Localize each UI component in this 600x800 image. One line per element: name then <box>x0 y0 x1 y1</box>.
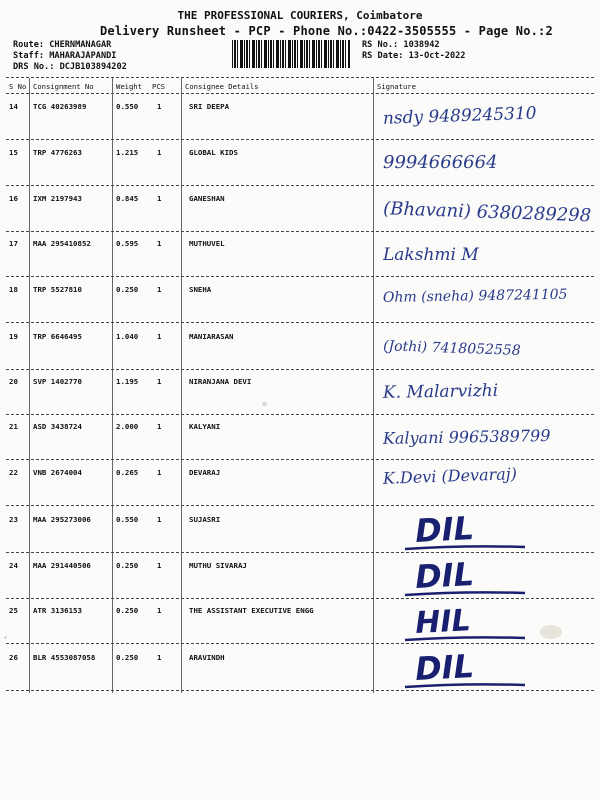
row-consignee: GLOBAL KIDS <box>189 148 238 157</box>
row-pcs: 1 <box>157 606 162 615</box>
row-signature <box>375 238 595 278</box>
row-weight: 0.250 <box>116 606 139 615</box>
row-separator <box>6 414 594 415</box>
signature-text: nsdy 9489245310 <box>382 103 537 129</box>
route-label: Route: CHERNMANAGAR <box>13 40 112 50</box>
row-consignment: SVP 1402770 <box>33 377 82 386</box>
row-sno: 15 <box>9 148 18 157</box>
signature-text: K. Malarvizhi <box>382 380 499 403</box>
row-consignee: MANIARASAN <box>189 332 234 341</box>
row-pcs: 1 <box>157 239 162 248</box>
row-pcs: 1 <box>157 422 162 431</box>
row-signature <box>375 330 595 370</box>
runsheet-subtitle: Delivery Runsheet - PCP - Phone No.:0422-3505555 - Page No.:2 <box>100 24 553 38</box>
signature-handwriting <box>375 330 595 370</box>
row-consignee: NIRANJANA DEVI <box>189 377 252 386</box>
row-consignee: THE ASSISTANT EXECUTIVE ENGG <box>189 606 314 615</box>
signature-underline <box>405 546 525 549</box>
row-consignee: ARAVINDH <box>189 653 225 662</box>
row-consignee: GANESHAN <box>189 194 225 203</box>
row-pcs: 1 <box>157 468 162 477</box>
column-header-weight: Weight <box>116 82 142 91</box>
row-consignee: SRI DEEPA <box>189 102 230 111</box>
row-pcs: 1 <box>157 653 162 662</box>
row-weight: 0.250 <box>116 653 139 662</box>
row-weight: 0.595 <box>116 239 139 248</box>
row-signature <box>375 194 595 234</box>
signature-text: DIL <box>414 554 475 597</box>
signature-handwriting <box>375 507 595 551</box>
row-weight: 1.195 <box>116 377 139 386</box>
signature-handwriting <box>375 375 595 415</box>
signature-handwriting <box>375 146 595 186</box>
row-consignee: DEVARAJ <box>189 468 221 477</box>
row-weight: 0.845 <box>116 194 139 203</box>
rs-date: RS Date: 13-Oct-2022 <box>362 51 466 61</box>
rs-number: RS No.: 1038942 <box>362 40 440 50</box>
column-divider <box>29 78 30 693</box>
row-consignment: TRP 5527810 <box>33 285 82 294</box>
signature-handwriting <box>375 238 595 278</box>
row-consignee: KALYANI <box>189 422 221 431</box>
signature-text: K.Devi (Devaraj) <box>382 464 518 488</box>
row-consignee: SUJASRI <box>189 515 221 524</box>
signature-text: DIL <box>414 508 475 551</box>
row-signature <box>375 507 595 551</box>
row-weight: 2.000 <box>116 422 139 431</box>
row-signature <box>375 645 595 689</box>
company-title: THE PROFESSIONAL COURIERS, Coimbatore <box>177 9 423 22</box>
row-consignment: IXM 2197943 <box>33 194 82 203</box>
signature-text: (Jothi) 7418052558 <box>382 338 521 359</box>
row-signature <box>375 279 595 319</box>
row-sno: 25 <box>9 606 18 615</box>
row-consignment: ATR 3136153 <box>33 606 82 615</box>
row-signature <box>375 598 595 642</box>
column-header-pcs: PCS <box>152 82 165 91</box>
row-pcs: 1 <box>157 377 162 386</box>
row-separator <box>6 369 594 370</box>
row-separator <box>6 322 594 323</box>
signature-text: (Bhavani) 6380289298 <box>382 198 592 227</box>
header-top-rule <box>6 77 594 78</box>
row-weight: 0.250 <box>116 285 139 294</box>
row-weight: 1.215 <box>116 148 139 157</box>
row-sno: 16 <box>9 194 18 203</box>
row-signature <box>375 460 595 500</box>
row-weight: 0.550 <box>116 102 139 111</box>
row-sno: 17 <box>9 239 18 248</box>
staff-label: Staff: MAHARAJAPANDI <box>13 51 117 61</box>
row-signature <box>375 375 595 415</box>
row-sno: 24 <box>9 561 18 570</box>
row-separator <box>6 139 594 140</box>
row-pcs: 1 <box>157 148 162 157</box>
barcode <box>232 40 350 68</box>
column-divider <box>373 78 374 693</box>
row-consignment: TCG 40263989 <box>33 102 87 111</box>
signature-text: Ohm (sneha) 9487241105 <box>382 286 568 306</box>
signature-handwriting <box>375 553 595 597</box>
row-sno: 19 <box>9 332 18 341</box>
row-consignment: ASD 3438724 <box>33 422 82 431</box>
column-header-consignment: Consignment No <box>33 82 94 91</box>
row-consignment: BLR 4553087058 <box>33 653 96 662</box>
row-signature <box>375 100 595 140</box>
signature-underline <box>405 684 525 687</box>
header-bottom-rule <box>6 93 594 94</box>
row-weight: 0.265 <box>116 468 139 477</box>
row-separator <box>6 505 594 506</box>
scan-speck <box>4 636 7 639</box>
paper-stain <box>540 625 562 639</box>
row-weight: 0.550 <box>116 515 139 524</box>
scan-speck <box>262 402 267 406</box>
row-separator <box>6 185 594 186</box>
row-signature <box>375 421 595 461</box>
row-separator <box>6 690 594 691</box>
row-consignment: MAA 291440506 <box>33 561 91 570</box>
row-consignment: TRP 6646495 <box>33 332 82 341</box>
row-weight: 0.250 <box>116 561 139 570</box>
row-consignment: VNB 2674004 <box>33 468 82 477</box>
signature-handwriting <box>375 645 595 689</box>
row-pcs: 1 <box>157 561 162 570</box>
column-header-signature: Signature <box>377 82 416 91</box>
row-pcs: 1 <box>157 285 162 294</box>
signature-text: Lakshmi M <box>383 245 479 265</box>
signature-handwriting <box>375 421 595 461</box>
signature-handwriting <box>375 460 595 500</box>
column-header-sno: S No <box>9 82 27 91</box>
drs-number: DRS No.: DCJB103894202 <box>13 62 127 72</box>
signature-handwriting <box>375 279 595 319</box>
signature-handwriting <box>375 100 595 140</box>
column-divider <box>112 78 113 693</box>
signature-underline <box>405 637 525 640</box>
row-consignment: MAA 295273006 <box>33 515 91 524</box>
row-sno: 26 <box>9 653 18 662</box>
row-pcs: 1 <box>157 332 162 341</box>
signature-text: DIL <box>414 646 475 689</box>
row-pcs: 1 <box>157 194 162 203</box>
row-signature <box>375 553 595 597</box>
row-consignee: SNEHA <box>189 285 212 294</box>
row-consignment: MAA 295410852 <box>33 239 91 248</box>
row-sno: 23 <box>9 515 18 524</box>
row-consignee: MUTHUVEL <box>189 239 225 248</box>
row-separator <box>6 231 594 232</box>
row-sno: 18 <box>9 285 18 294</box>
row-sno: 22 <box>9 468 18 477</box>
row-separator <box>6 643 594 644</box>
row-consignee: MUTHU SIVARAJ <box>189 561 247 570</box>
row-pcs: 1 <box>157 102 162 111</box>
row-sno: 21 <box>9 422 18 431</box>
signature-handwriting <box>375 194 595 234</box>
signature-text: HIL <box>414 603 472 642</box>
signature-text: Kalyani 9965389799 <box>382 425 551 448</box>
row-pcs: 1 <box>157 515 162 524</box>
signature-text: 9994666664 <box>383 152 498 173</box>
row-weight: 1.040 <box>116 332 139 341</box>
column-divider <box>181 78 182 693</box>
row-sno: 14 <box>9 102 18 111</box>
signature-handwriting <box>375 598 595 642</box>
row-separator <box>6 276 594 277</box>
row-consignment: TRP 4776263 <box>33 148 82 157</box>
column-header-consignee: Consignee Details <box>185 82 259 91</box>
row-signature <box>375 146 595 186</box>
row-sno: 20 <box>9 377 18 386</box>
signature-underline <box>405 592 525 595</box>
